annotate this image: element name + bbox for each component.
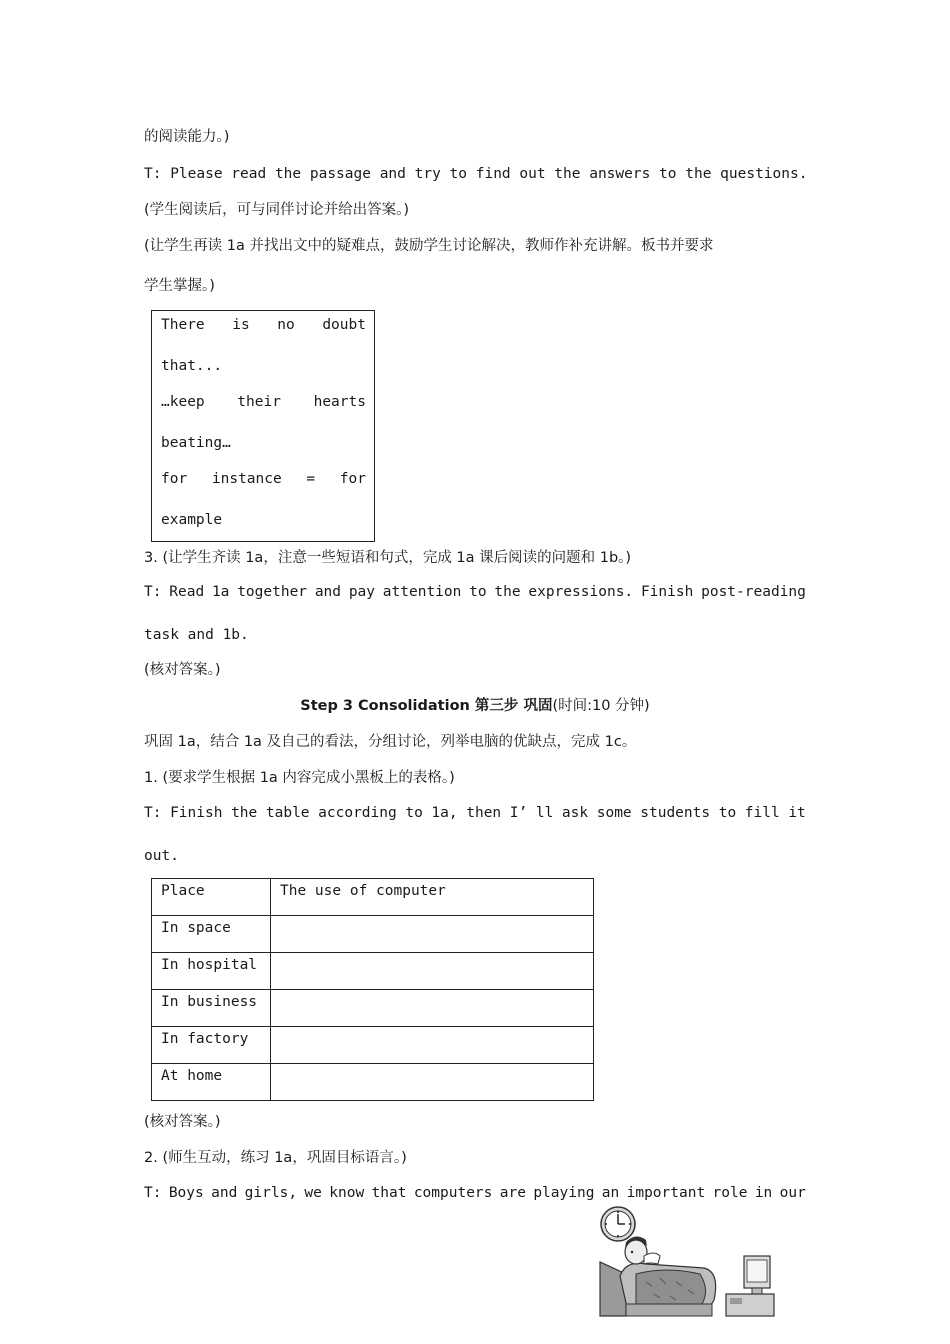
paragraph-check-answers-2: (核对答案。) [144, 1114, 221, 1130]
table-cell-use [271, 990, 594, 1027]
word: attention [382, 584, 462, 600]
word: ll [535, 805, 554, 821]
computer-icon [726, 1256, 774, 1316]
word: T: [144, 805, 162, 821]
paragraph-reread-line1: (让学生再读 1a 并找出文中的疑难点，鼓励学生讨论解决，教师作补充讲解。板书并要求 [144, 238, 714, 254]
word: are [499, 1185, 526, 1201]
word: it [788, 805, 806, 821]
table-header-use: The use of computer [271, 879, 594, 916]
word: important [626, 1185, 706, 1201]
step3-heading-time: (时间:10 分钟) [552, 698, 650, 714]
word: Read [169, 584, 205, 600]
word: then [466, 805, 502, 821]
word: to [405, 805, 423, 821]
teacher-instruction-table-line2: out. [144, 848, 179, 864]
word: Boys [168, 1185, 204, 1201]
table-row [152, 1027, 594, 1064]
word: expressions. [528, 584, 634, 600]
word: 1a [211, 584, 230, 600]
table-cell-use [271, 916, 594, 953]
table-header-place: Place [152, 879, 271, 916]
expressions-box [151, 310, 375, 542]
sick-person-in-bed-with-clock-and-computer-illustration [596, 1204, 776, 1320]
word: fill [744, 805, 780, 821]
teacher-instruction-boys-girls [144, 1185, 806, 1205]
clock-icon [601, 1207, 635, 1241]
word: together [237, 584, 308, 600]
word: pay [348, 584, 376, 600]
table-row [152, 953, 594, 990]
word: for [161, 471, 188, 487]
word: There [161, 317, 205, 333]
justified-line [144, 1185, 806, 1205]
expression-line-5 [161, 469, 366, 489]
word: playing [533, 1185, 595, 1201]
word: role [712, 1185, 748, 1201]
table-cell-place: In space [152, 916, 271, 953]
word: = [306, 471, 316, 487]
paragraph-interaction: 2. (师生互动，练习 1a，巩固目标语言。) [144, 1150, 407, 1166]
word: ask [561, 805, 589, 821]
paragraph-table-task: 1. (要求学生根据 1a 内容完成小黑板上的表格。) [144, 770, 455, 786]
word: in [754, 1185, 773, 1201]
word: students [640, 805, 711, 821]
table-row [152, 916, 594, 953]
word: hearts [313, 394, 366, 410]
word: instance [211, 471, 282, 487]
word: girls, [244, 1185, 298, 1201]
expression-line-4 [161, 433, 366, 453]
word: that... [161, 358, 223, 374]
paragraph-students-discuss: (学生阅读后，可与同伴讨论并给出答案。) [144, 202, 410, 218]
expression-line-6 [161, 510, 366, 530]
teacher-instruction-together [144, 584, 806, 604]
table-row [152, 990, 594, 1027]
word: beating… [161, 435, 231, 451]
word: the [231, 805, 258, 821]
word: know [329, 1185, 365, 1201]
teacher-instruction-together-line2: task and 1b. [144, 627, 249, 643]
justified-line [144, 805, 806, 825]
word: and [211, 1185, 238, 1201]
word: post-reading [701, 584, 806, 600]
paragraph-ability: 的阅读能力。) [144, 129, 230, 145]
table-cell-place: In hospital [152, 953, 271, 990]
table-cell-place: In business [152, 990, 271, 1027]
table-cell-place: At home [152, 1064, 271, 1101]
word: to [718, 805, 737, 821]
step3-heading [144, 696, 806, 716]
word: that [371, 1185, 407, 1201]
table-row [152, 1064, 594, 1101]
expression-line-3 [161, 392, 366, 412]
paragraph-check-answers: (核对答案。) [144, 662, 221, 678]
table-cell-use [271, 953, 594, 990]
step3-heading-title: Step 3 Consolidation 第三步 巩固 [300, 698, 553, 714]
word: 1a, [431, 805, 458, 821]
word: is [232, 317, 250, 333]
word: T: [144, 1185, 162, 1201]
word: some [596, 805, 632, 821]
paragraph-consolidate: 巩固 1a，结合 1a 及自己的看法，分组讨论，列举电脑的优缺点，完成 1c。 [144, 734, 637, 750]
word: our [779, 1185, 806, 1201]
word: …keep [161, 394, 205, 410]
word: and [314, 584, 342, 600]
table-cell-use [271, 1064, 594, 1101]
table-cell-place: In factory [152, 1027, 271, 1064]
word: T: [144, 584, 162, 600]
expression-line-1 [161, 315, 366, 335]
word: Finish [170, 805, 223, 821]
word: table [265, 805, 310, 821]
table-header-row [152, 879, 594, 916]
teacher-instruction-read: T: Please read the passage and try to find out the answers to the questions. [144, 166, 808, 182]
word: I’ [509, 805, 528, 821]
word: their [237, 394, 281, 410]
word: no [277, 317, 295, 333]
word: doubt [322, 317, 366, 333]
bed-icon [600, 1262, 716, 1316]
paragraph-reread-line2: 学生掌握。) [144, 278, 215, 294]
table-cell-use [271, 1027, 594, 1064]
paragraph-read-together: 3. (让学生齐读 1a，注意一些短语和句式，完成 1a 课后阅读的问题和 1b。) [144, 550, 632, 566]
word: example [161, 512, 223, 528]
word: computers [413, 1185, 493, 1201]
word: to [469, 584, 487, 600]
word: we [304, 1185, 322, 1201]
teacher-instruction-table [144, 805, 806, 825]
word: for [339, 471, 366, 487]
word: an [601, 1185, 620, 1201]
computer-use-table [151, 878, 594, 1101]
word: according [318, 805, 397, 821]
justified-line [144, 584, 806, 604]
expression-line-2 [161, 356, 366, 376]
word: Finish [640, 584, 694, 600]
sick-person-icon [625, 1236, 660, 1264]
word: the [494, 584, 521, 600]
